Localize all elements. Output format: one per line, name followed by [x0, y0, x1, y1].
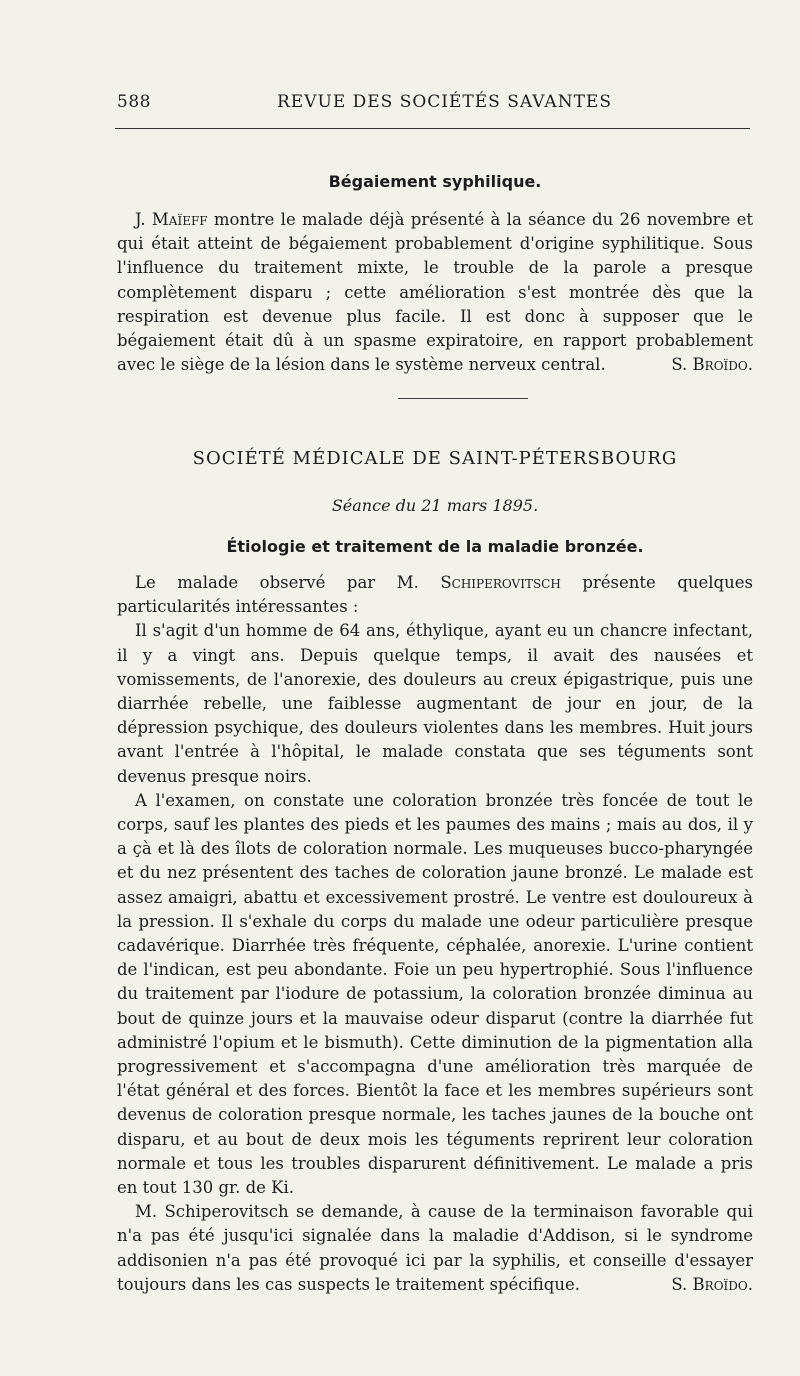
section1-paragraph	[117, 208, 753, 377]
section1-text: montre le malade déjà présenté à la séance du 26 novembre et qui était atteint de bégaiement probablement d'origine syphilitique. Sous l'influence du traitement mixte, le trouble de la parole a presque complètement disparu ; cette amélioration s'est montrée dès que la respiration est devenue plus facile. Il est donc à supposer que le bégaiement était dû à un spasme expiratoire, en rapport probablement avec le siège de la lésion dans le système nerveux central.	[117, 210, 754, 375]
section2-paragraph-1	[117, 571, 753, 619]
signature: S. Broïdo.	[671, 355, 753, 375]
p1-text-after: présente quelques particularités intéressantes :	[117, 573, 753, 617]
section2-paragraph-2: Il s'agit d'un homme de 64 ans, éthylique, ayant eu un chancre infectant, il y a vingt ans. Depuis quelque temps, il avait des nausées et vomissements, de l'anorexie, des douleurs au creux épigastrique, puis une diarrhée rebelle, une faiblesse augmentant de jour en jour, de la dépression psychique, des douleurs violentes dans les membres. Huit jours avant l'entrée à l'hôpital, le malade constata que ses téguments sont devenus presque noirs.	[117, 621, 753, 786]
p1-text-before: Le malade observé par M.	[135, 573, 419, 592]
session-date: Séance du 21 mars 1895.	[331, 496, 539, 515]
author-name: Maïeff	[151, 210, 208, 229]
section2-paragraph-4	[117, 1200, 753, 1297]
society-title: SOCIÉTÉ MÉDICALE DE SAINT-PÉTERSBOURG	[192, 448, 678, 469]
section2-body	[117, 571, 753, 1297]
author-initial: J.	[135, 210, 146, 229]
section1-body	[117, 208, 753, 377]
running-header	[117, 92, 753, 116]
signature: S. Broïdo.	[671, 1274, 753, 1294]
running-title: REVUE DES SOCIÉTÉS SAVANTES	[277, 92, 612, 112]
section-divider	[398, 398, 528, 399]
p4-text: M. Schiperovitsch se demande, à cause de la terminaison favorable qui n'a pas été jusqu'ici signalée dans la maladie d'Addison, si le syndrome addisonien n'a pas été provoqué ici par la syphilis, et conseille d'essayer toujours dans les cas suspects le traitement spécifique.	[117, 1202, 753, 1294]
p1-name: Schiperovitsch	[440, 573, 561, 592]
section2-paragraph-3: A l'examen, on constate une coloration bronzée très foncée de tout le corps, sauf les plantes des pieds et les paumes des mains ; mais au dos, il y a çà et là des îlots de coloration normale. Les muqueuses bucco-pharyngée et du nez présentent des taches de coloration jaune bronzé. Le malade est assez amaigri, abattu et excessivement prostré. Le ventre est douloureux à la pression. Il s'exhale du corps du malade une odeur particulière presque cadavérique. Diarrhée très fréquente, céphalée, anorexie. L'urine contient de l'indican, est peu abondante. Foie un peu hypertrophié. Sous l'influence du traitement par l'iodure de potassium, la coloration bronzée diminua au bout de quinze jours et la mauvaise odeur disparut (contre la diarrhée fut administré l'opium et le bismuth). Cette diminution de la pigmentation alla progressivement et s'accompagna d'une amélioration très marquée de l'état général et des forces. Bientôt la face et les membres supérieurs sont devenus de coloration presque normale, les taches jaunes de la bouche ont disparu, et au bout de deux mois les téguments reprirent leur coloration normale et tous les troubles disparurent définitivement. Le malade a pris en tout 130 gr. de Ki.	[117, 790, 753, 1198]
section-heading-etiologie: Étiologie et traitement de la maladie bronzée.	[226, 537, 644, 556]
header-rule	[115, 128, 750, 129]
page-number: 588	[117, 92, 151, 112]
section-heading-begaiement: Bégaiement syphilique.	[328, 172, 542, 191]
